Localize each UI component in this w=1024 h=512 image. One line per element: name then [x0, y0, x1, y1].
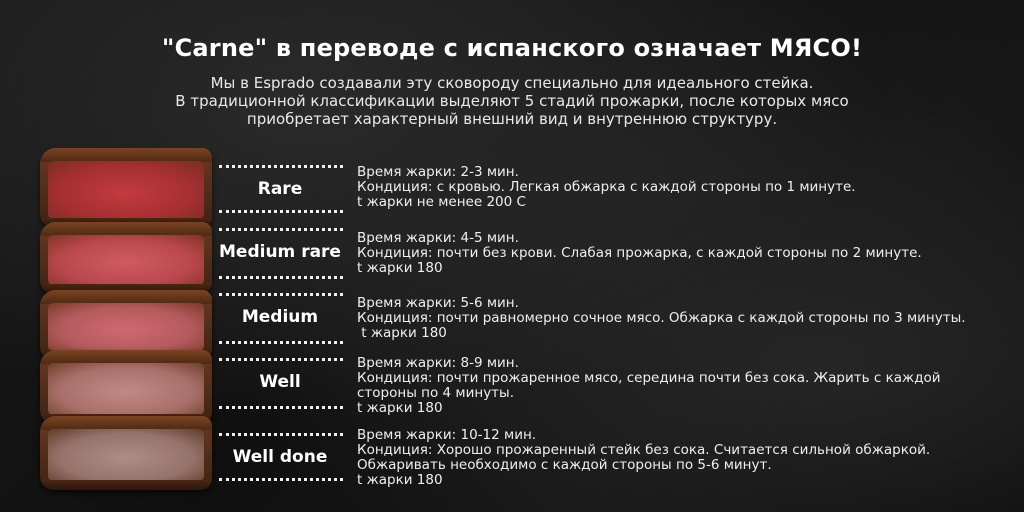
steak-rare-image [40, 148, 212, 228]
steak-well-done-image [40, 416, 212, 490]
dots-divider [219, 228, 343, 231]
level-name-medium: Medium [241, 307, 319, 327]
dots-divider [219, 406, 343, 409]
level-desc-well [357, 356, 997, 416]
steak-medium-rare-image [40, 222, 212, 294]
desc-line: Время жарки: 8-9 мин. [357, 355, 519, 371]
level-name-medium-rare: Medium rare [219, 242, 341, 262]
dots-divider [219, 341, 343, 344]
intro-line-2: В традиционной классификации выделяют 5 стадий прожарки, после которых мясо [175, 92, 849, 110]
intro-line-3: приобретает характерный внешний вид и внутреннюю структуру. [246, 110, 778, 128]
desc-line: Кондиция: почти равномерно сочное мясо. Обжарка с каждой стороны по 3 минуты. [357, 310, 966, 326]
desc-line: Кондиция: с кровью. Легкая обжарка с каждой стороны по 1 минуте. [357, 179, 856, 195]
desc-line: t жарки 180 [357, 325, 447, 341]
desc-line: t жарки 180 [357, 400, 443, 416]
intro-line-1: Мы в Esprado создавали эту сковороду специально для идеального стейка. [210, 74, 814, 92]
level-name-rare: Rare [257, 179, 303, 199]
level-desc-rare [357, 165, 997, 210]
level-desc-medium [357, 296, 997, 341]
desc-line: Обжаривать необходимо с каждой стороны по 5-6 минут. [357, 457, 772, 473]
page-title: "Carne" в переводе с испанского означает МЯСО! [161, 34, 863, 62]
desc-line: Время жарки: 10-12 мин. [357, 427, 537, 443]
desc-line: t жарки 180 [357, 260, 443, 276]
dots-divider [219, 210, 343, 213]
dots-divider [219, 433, 343, 436]
desc-line: стороны по 4 минуты. [357, 385, 514, 401]
desc-line: t жарки не менее 200 С [357, 194, 526, 210]
steak-well-image [40, 350, 212, 424]
dots-divider [219, 276, 343, 279]
desc-line: Время жарки: 2-3 мин. [357, 164, 519, 180]
level-desc-medium-rare [357, 231, 997, 276]
desc-line: t жарки 180 [357, 472, 443, 488]
desc-line: Время жарки: 5-6 мин. [357, 295, 519, 311]
intro-text [0, 74, 1024, 128]
level-desc-well-done [357, 428, 997, 488]
desc-line: Кондиция: почти без крови. Слабая прожарка, с каждой стороны по 2 минуте. [357, 245, 922, 261]
dots-divider [219, 293, 343, 296]
desc-line: Кондиция: почти прожаренное мясо, середина почти без сока. Жарить с каждой [357, 370, 941, 386]
dots-divider [219, 165, 343, 168]
level-name-well: Well [259, 372, 301, 392]
desc-line: Время жарки: 4-5 мин. [357, 230, 519, 246]
level-name-well-done: Well done [232, 447, 328, 467]
dots-divider [219, 478, 343, 481]
dots-divider [219, 358, 343, 361]
desc-line: Кондиция: Хорошо прожаренный стейк без сока. Считается сильной обжаркой. [357, 442, 931, 458]
